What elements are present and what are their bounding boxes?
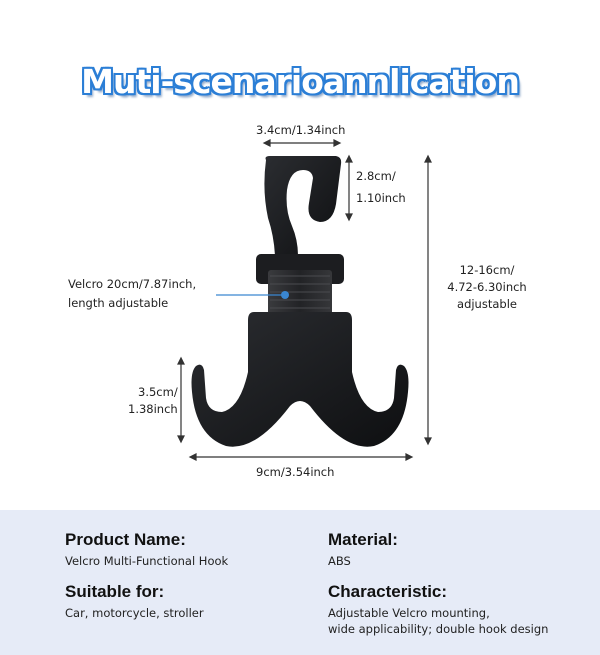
- top-width-label: 3.4cm/1.34inch: [256, 123, 346, 137]
- upper-hook: [264, 156, 341, 256]
- hook-height-line2: 1.10inch: [356, 191, 406, 205]
- spec-value: Car, motorcycle, stroller: [65, 606, 204, 620]
- spec-characteristic: [328, 582, 548, 637]
- velcro-label: [68, 276, 196, 312]
- bottom-width-label: 9cm/3.54inch: [256, 465, 335, 479]
- spec-panel: [0, 510, 600, 655]
- lower-hook-line1: 3.5cm/: [138, 385, 178, 399]
- double-hook: [192, 312, 409, 447]
- hook-height-label: [356, 168, 406, 207]
- total-height-line2: 4.72-6.30inch: [447, 280, 527, 294]
- page-title: Muti-scenarioannlication: [81, 62, 519, 101]
- total-height-label: [432, 262, 542, 313]
- spec-label: Material:: [328, 530, 398, 549]
- total-height-line3: adjustable: [457, 297, 517, 311]
- spec-label: Characteristic:: [328, 582, 448, 601]
- spec-material: [328, 530, 398, 569]
- hook-height-line1: 2.8cm/: [356, 169, 396, 183]
- spec-suitable-for: [65, 582, 204, 621]
- spec-value: Velcro Multi-Functional Hook: [65, 554, 229, 568]
- spec-label: Suitable for:: [65, 582, 165, 601]
- total-height-line1: 12-16cm/: [459, 263, 515, 277]
- spec-value: ABS: [328, 554, 351, 568]
- spec-value-line1: Adjustable Velcro mounting,: [328, 606, 490, 620]
- lower-hook-label: [128, 384, 178, 418]
- lower-hook-line2: 1.38inch: [128, 402, 178, 416]
- spec-product-name: [65, 530, 228, 569]
- velcro-line2: length adjustable: [68, 296, 169, 310]
- spec-label: Product Name:: [65, 530, 186, 549]
- velcro-line1: Velcro 20cm/7.87inch,: [68, 277, 197, 291]
- spec-value-line2: wide applicability; double hook design: [328, 622, 549, 636]
